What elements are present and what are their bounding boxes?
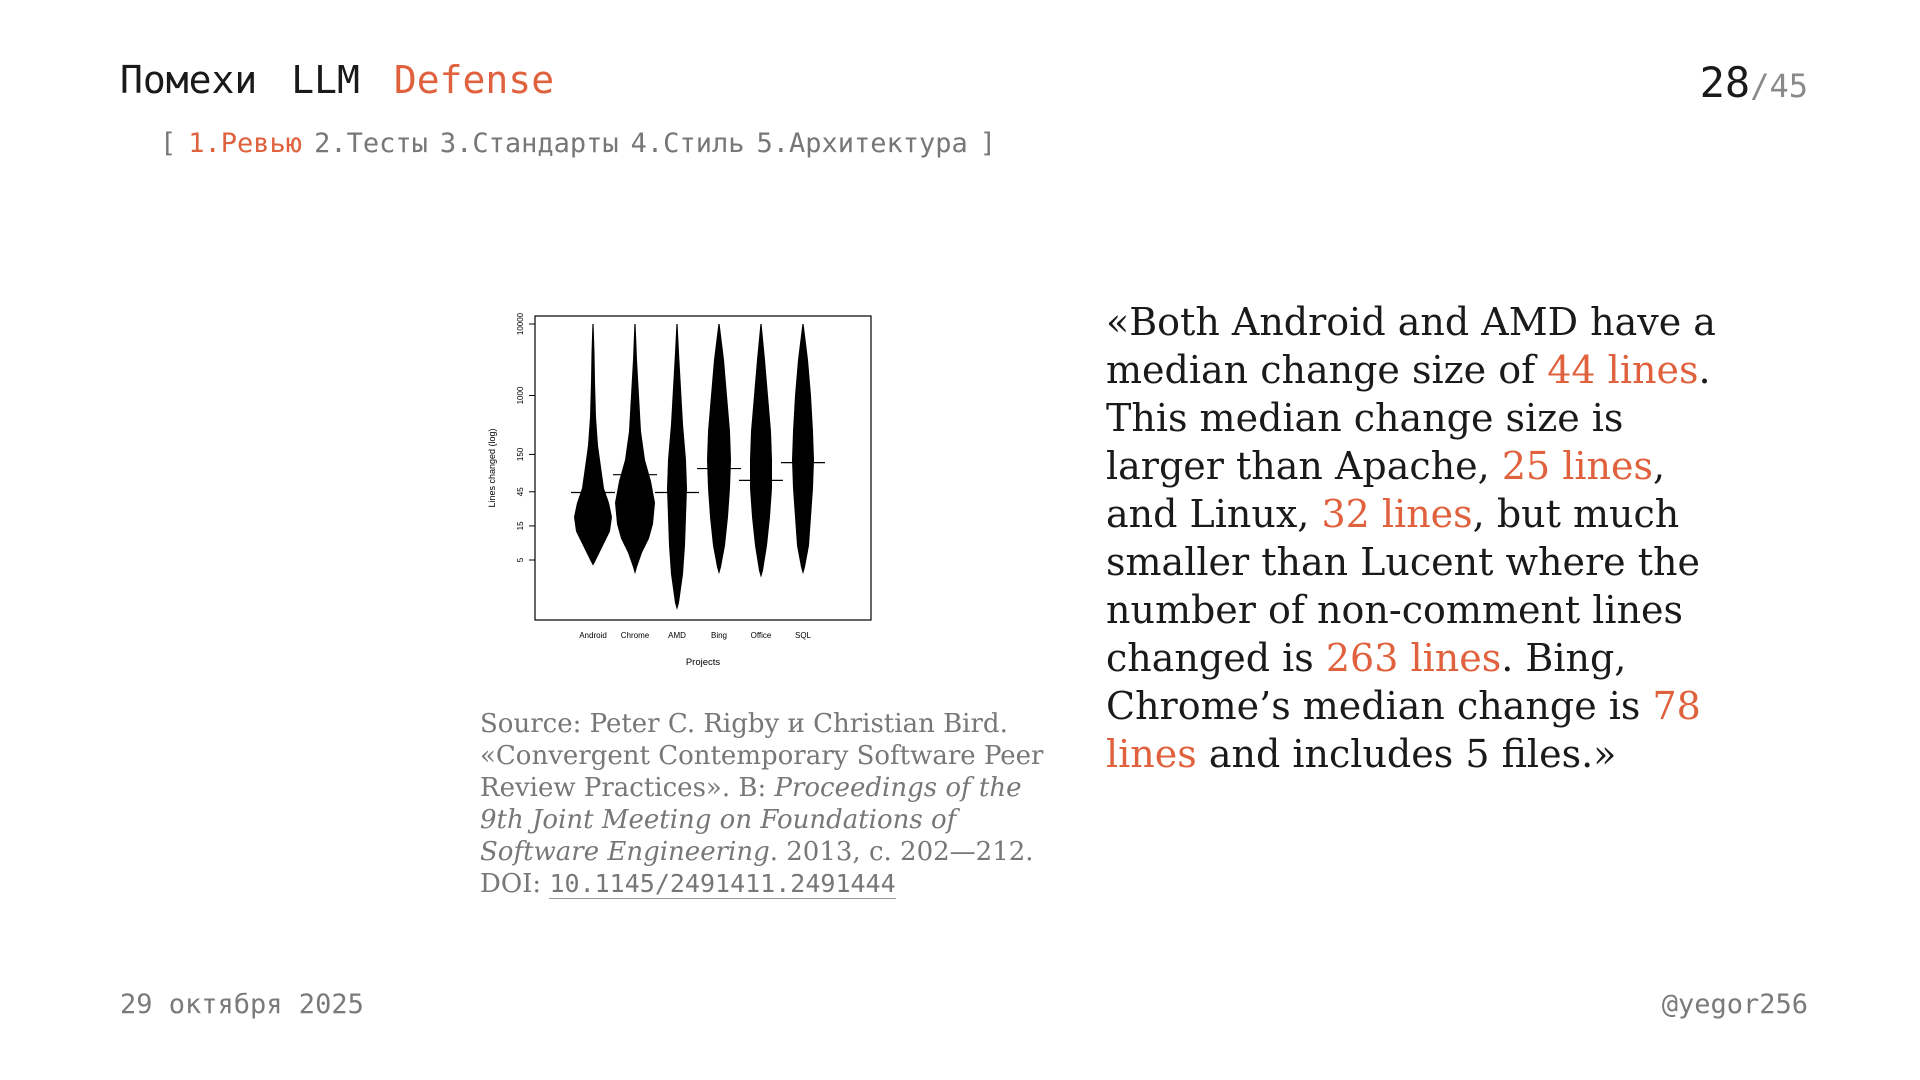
breadcrumb-close: ] [979,128,997,159]
y-tick-label: 15 [516,521,525,531]
breadcrumb-item-architecture[interactable]: 5.Архитектура [756,128,968,159]
quote-segment: and includes 5 files.» [1196,732,1617,776]
y-tick-label: 45 [516,487,525,497]
breadcrumb-open: [ [160,128,177,159]
footer-date: 29 октября 2025 [120,989,364,1020]
y-axis-label: Lines changed (log) [487,428,497,508]
breadcrumb-item-style[interactable]: 4.Стиль [630,128,745,159]
quote-highlight: 78 lines [1106,684,1701,776]
breadcrumb-item-tests[interactable]: 2.Тесты [314,128,428,159]
slide-title [120,58,588,102]
quote-highlight: 25 lines [1501,444,1654,488]
breadcrumb [160,128,1008,159]
quote-highlight: 263 lines [1325,636,1502,680]
breadcrumb-item-review[interactable]: 1.Ревью [188,128,303,159]
x-tick-label: Android [579,631,607,640]
citation-text: Source: Peter C. Rigby и Christian Bird. «Convergent Contemporary Software Peer Review Practices». В: [480,709,1044,803]
quote-segment: «Both Android and AMD have a median change size of [1106,300,1716,392]
quote-segment: , and Linux, [1106,444,1666,536]
citation-venue: Proceedings of the 9th Joint Meeting on Foundations of Software Engineering [480,773,1022,867]
quote-highlight: 32 lines [1321,492,1473,536]
x-tick-label: Office [750,631,772,640]
violin-bing [707,324,731,574]
quote-text [1106,298,1726,778]
quote-segment: . This median change size is larger than Apache, [1106,348,1711,488]
page-current: 28 [1699,58,1751,107]
source-citation [480,708,1060,900]
footer-handle[interactable]: @yegor256 [1661,989,1808,1020]
quote-segment: . Bing, Chrome’s median change is [1106,636,1653,728]
y-tick-label: 1000 [516,386,525,405]
breadcrumb-item-standards[interactable]: 3.Стандарты [439,128,619,159]
citation-pages: . 2013, c. 202—212. DOI: [480,837,1034,899]
title-part-1: Помехи [120,58,258,102]
violin-chart [480,300,900,680]
x-tick-label: Bing [710,631,728,640]
title-part-2: LLM [291,58,360,102]
page-counter [1700,58,1808,107]
x-tick-label: Chrome [620,631,650,640]
y-tick-label: 10000 [516,312,525,336]
quote-segment: , but much smaller than Lucent where the number of non-comment lines changed is [1106,492,1700,680]
y-tick-label: 150 [516,447,525,462]
violin-sql [792,324,814,574]
doi-link[interactable]: 10.1145/2491411.2491444 [549,869,896,898]
y-tick-label: 5 [516,557,525,563]
x-tick-label: AMD [668,631,686,640]
violin-amd [667,324,687,610]
violin-android [574,324,612,566]
title-part-3: Defense [393,58,555,102]
page-total: /45 [1750,67,1808,105]
x-axis-label: Projects [685,657,721,668]
violin-office [750,324,772,578]
quote-highlight: 44 lines [1547,348,1699,392]
x-tick-label: SQL [794,631,812,640]
violin-chrome [615,324,655,574]
